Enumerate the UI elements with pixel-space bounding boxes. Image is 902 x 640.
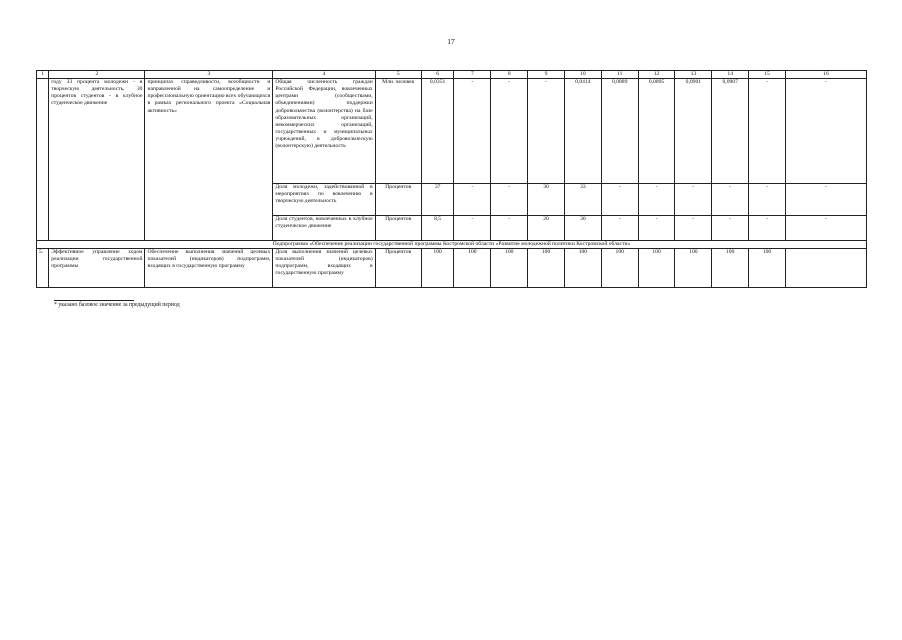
row-number: 5. [37,249,49,288]
page-number: 17 [447,37,455,46]
footnote-divider [54,300,134,301]
value-cell: - [454,216,491,241]
value-cell: - [491,216,528,241]
value-cell: - [712,184,749,216]
value-cell: - [491,184,528,216]
value-cell: 33 [564,184,601,216]
value-cell: 20 [528,216,565,241]
subprogram-title: Подпрограмма «Обеспечение реализации государственной программы Костромской области «Развитие молодежной политики Костромской области» [37,241,867,249]
value-cell: - [785,184,866,216]
header-cell: 12 [638,71,675,79]
value-cell: - [675,216,712,241]
value-cell: 100 [528,249,565,288]
header-cell: 7 [454,71,491,79]
subprogram-row [37,241,867,249]
indicator-name: Доля выполнения значений целевых показателей (индикаторов) подпрограмм, входящих в государственную программу [273,249,375,288]
value-cell: 100 [749,249,786,288]
unit-cell: Процентов [375,249,421,288]
value-cell: 37 [421,184,454,216]
value-cell: 30 [564,216,601,241]
value-cell: 100 [601,249,638,288]
header-cell: 1 [37,71,49,79]
header-cell: 14 [712,71,749,79]
value-cell: - [675,184,712,216]
header-cell: 3 [145,71,273,79]
value-cell: 0,0901 [675,79,712,184]
header-cell: 9 [528,71,565,79]
value-cell: - [454,79,491,184]
value-cell: 0,0889 [601,79,638,184]
value-cell: 100 [454,249,491,288]
value-cell: - [785,216,866,241]
value-cell: 0,0414 [564,79,601,184]
indicators-table [36,70,867,288]
value-cell: - [749,184,786,216]
footnote: * указано базовое значение за предыдущий период [54,302,180,308]
header-cell: 10 [564,71,601,79]
value-cell: - [749,216,786,241]
indicator-name: Общая численность граждан Российской Федерации, вовлеченных центрами (сообществами, объединениями) поддержки добровольчества (волонтерства) на базе образовательных организаций, некоммерческих организаций, государственных и муниципальных учреждений, в добровольческую (волонтерскую) деятельность [273,79,375,184]
value-cell: 100 [675,249,712,288]
header-cell: 13 [675,71,712,79]
task-cell: принципах справедливости, всеобщности и направленной на самоопределение и профессиональную ориентацию всех обучающихся в рамках регионального проекта «Социальная активность» [145,79,273,241]
value-cell: - [712,216,749,241]
header-cell: 8 [491,71,528,79]
value-cell: - [638,216,675,241]
unit-cell: Процентов [375,184,421,216]
goal-cell: Эффективное управление ходом реализации государственной программы [49,249,145,288]
row-number [37,79,49,241]
value-cell: - [454,184,491,216]
value-cell: - [638,184,675,216]
value-cell: 8,5 [421,216,454,241]
value-cell: 30 [528,184,565,216]
value-cell: 0,0907 [712,79,749,184]
unit-cell: Процентов [375,216,421,241]
header-cell: 4 [273,71,375,79]
header-cell: 6 [421,71,454,79]
header-row [37,71,867,79]
indicator-name: Доля молодежи, задействованной в мероприятиях по вовлечению в творческую деятельность [273,184,375,216]
value-cell: 100 [491,249,528,288]
value-cell: 0,0351 [421,79,454,184]
value-cell: 100 [421,249,454,288]
header-cell: 5 [375,71,421,79]
value-cell: - [601,184,638,216]
value-cell: - [749,79,786,184]
value-cell [785,249,866,288]
goal-cell: году 33 процента молодежи - в творческую деятельность, 30 процентов студентов - в клубное студенческое движение [49,79,145,241]
value-cell: - [601,216,638,241]
value-cell: 0,0895 [638,79,675,184]
task-cell: Обеспечение выполнения значений целевых показателей (индикаторов) подпрограмм, входящих в государственную программу [145,249,273,288]
unit-cell: Млн. человек [375,79,421,184]
value-cell: - [528,79,565,184]
header-cell: 2 [49,71,145,79]
value-cell: 100 [712,249,749,288]
header-cell: 16 [785,71,866,79]
value-cell: - [491,79,528,184]
header-cell: 15 [749,71,786,79]
indicator-name: Доля студентов, вовлеченных в клубное студенческое движение [273,216,375,241]
value-cell: - [785,79,866,184]
value-cell: 100 [564,249,601,288]
header-cell: 11 [601,71,638,79]
table-row [37,79,867,184]
value-cell: 100 [638,249,675,288]
table-row [37,249,867,288]
